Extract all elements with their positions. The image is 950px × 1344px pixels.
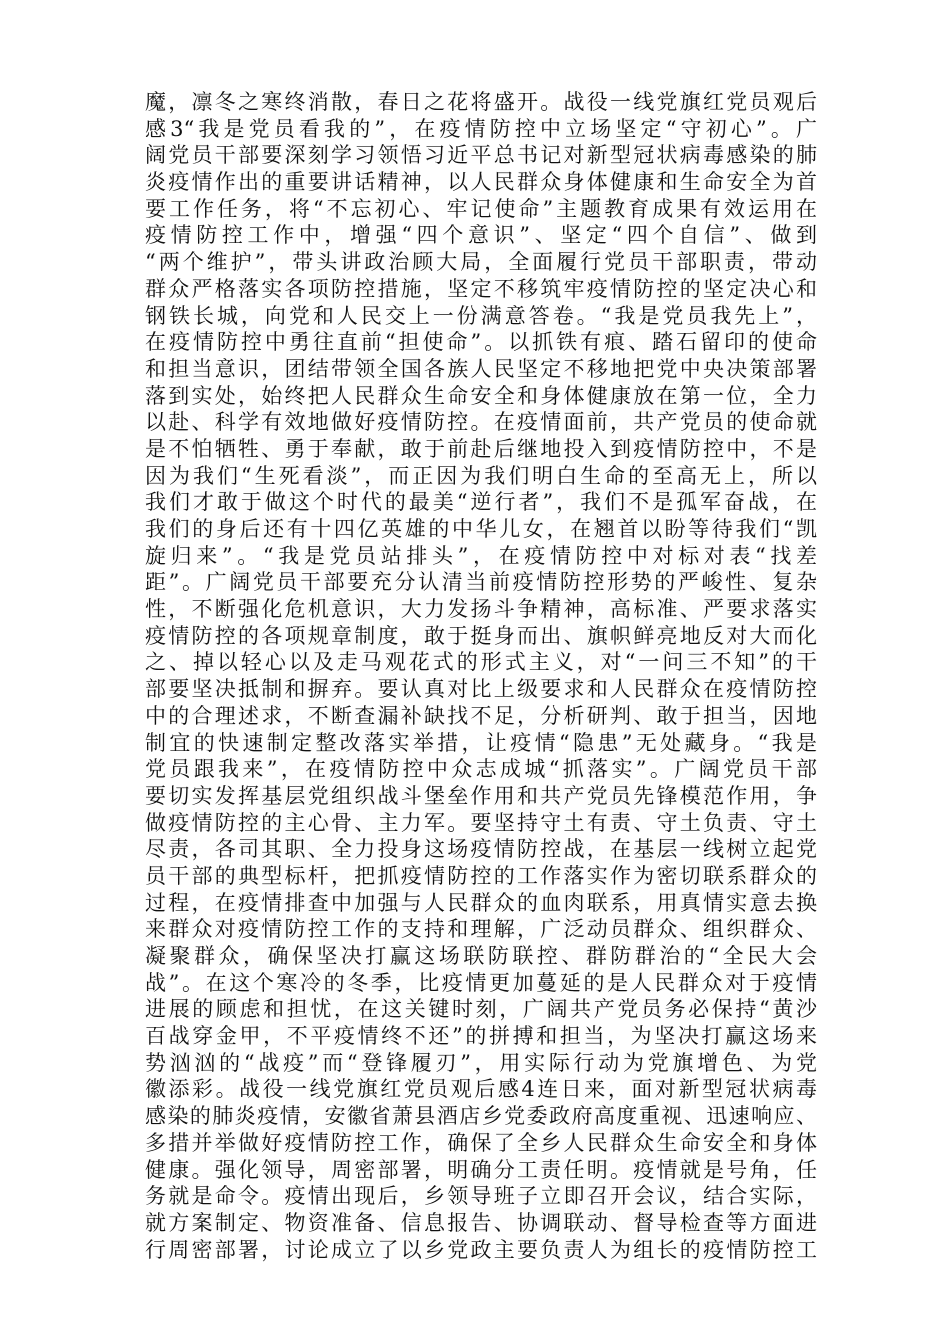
- text-line: 感染的肺炎疫情，安徽省萧县酒店乡党委政府高度重视、迅速响应、: [145, 1104, 817, 1129]
- text-line: 炎疫情作出的重要讲话精神，以人民群众身体健康和生命安全为首: [145, 170, 817, 195]
- text-line: 阔党员干部要深刻学习领悟习近平总书记对新型冠状病毒感染的肺: [145, 143, 817, 168]
- text-line: 尽责，各司其职、全力投身这场疫情防控战，在基层一线树立起党: [145, 837, 817, 862]
- text-line: 感3“我是党员看我的”，在疫情防控中立场坚定“守初心”。广: [145, 116, 817, 141]
- text-line: 势汹汹的“战疫”而“登锋履刃”，用实际行动为党旗增色、为党: [145, 1050, 817, 1075]
- text-line: 行周密部署，讨论成立了以乡党政主要负责人为组长的疫情防控工: [145, 1237, 817, 1262]
- text-line: 中的合理述求，不断查漏补缺找不足，分析研判、敢于担当，因地: [145, 703, 817, 728]
- text-line: 因为我们“生死看淡”，而正因为我们明白生命的至高无上，所以: [145, 463, 817, 488]
- text-line: 性，不断强化危机意识，大力发扬斗争精神，高标准、严要求落实: [145, 597, 817, 622]
- text-line: 旋归来”。“我是党员站排头”，在疫情防控中对标对表“找差: [145, 543, 817, 568]
- text-line: 我们才敢于做这个时代的最美“逆行者”，我们不是孤军奋战，在: [145, 490, 817, 515]
- text-line: 疫情防控工作中，增强“四个意识”、坚定“四个自信”、做到: [145, 223, 817, 248]
- text-line: 落到实处，始终把人民群众生命安全和身体健康放在第一位，全力: [145, 383, 817, 408]
- text-line: 要工作任务，将“不忘初心、牢记使命”主题教育成果有效运用在: [145, 196, 817, 221]
- text-line: 部要坚决抵制和摒弃。要认真对比上级要求和人民群众在疫情防控: [145, 677, 817, 702]
- text-line: 是不怕牺牲、勇于奉献，敢于前赴后继地投入到疫情防控中，不是: [145, 436, 817, 461]
- text-line: 战”。在这个寒冷的冬季，比疫情更加蔓延的是人民群众对于疫情: [145, 970, 817, 995]
- text-line: 务就是命令。疫情出现后，乡领导班子立即召开会议，结合实际，: [145, 1184, 817, 1209]
- text-line: 钢铁长城，向党和人民交上一份满意答卷。“我是党员我先上”，: [145, 303, 817, 328]
- text-line: 来群众对疫情防控工作的支持和理解，广泛动员群众、组织群众、: [145, 917, 817, 942]
- text-line: 百战穿金甲，不平疫情终不还”的拼搏和担当，为坚决打赢这场来: [145, 1024, 817, 1049]
- text-line: 徽添彩。战役一线党旗红党员观后感4连日来，面对新型冠状病毒: [145, 1077, 817, 1102]
- text-line: “两个维护”，带头讲政治顾大局，全面履行党员干部职责，带动: [145, 250, 817, 275]
- text-line: 健康。强化领导，周密部署，明确分工责任明。疫情就是号角，任: [145, 1157, 817, 1182]
- text-line: 党员跟我来”，在疫情防控中众志成城“抓落实”。广阔党员干部: [145, 757, 817, 782]
- text-line: 魔，凛冬之寒终消散，春日之花将盛开。战役一线党旗红党员观后: [145, 90, 817, 114]
- text-line: 我们的身后还有十四亿英雄的中华儿女，在翘首以盼等待我们“凯: [145, 517, 817, 541]
- body-text: [145, 89, 817, 1263]
- text-line: 在疫情防控中勇往直前“担使命”。以抓铁有痕、踏石留印的使命: [145, 330, 817, 355]
- text-line: 制宜的快速制定整改落实举措，让疫情“隐患”无处藏身。“我是: [145, 730, 817, 755]
- text-line: 要切实发挥基层党组织战斗堡垒作用和共产党员先锋模范作用，争: [145, 783, 817, 808]
- text-line: 员干部的典型标杆，把抓疫情防控的工作落实作为密切联系群众的: [145, 863, 817, 888]
- text-line: 多措并举做好疫情防控工作，确保了全乡人民群众生命安全和身体: [145, 1130, 817, 1155]
- text-line: 群众严格落实各项防控措施，坚定不移筑牢疫情防控的坚定决心和: [145, 276, 817, 301]
- text-line: 之、掉以轻心以及走马观花式的形式主义，对“一问三不知”的干: [145, 650, 817, 675]
- text-line: 进展的顾虑和担忧，在这关键时刻，广阔共产党员务必保持“黄沙: [145, 997, 817, 1022]
- text-line: 以赴、科学有效地做好疫情防控。在疫情面前，共产党员的使命就: [145, 410, 817, 435]
- text-line: 疫情防控的各项规章制度，敢于挺身而出、旗帜鲜亮地反对大而化: [145, 623, 817, 648]
- text-line: 过程，在疫情排查中加强与人民群众的血肉联系，用真情实意去换: [145, 890, 817, 915]
- text-line: 和担当意识，团结带领全国各族人民坚定不移地把党中央决策部署: [145, 356, 817, 381]
- text-line: 凝聚群众，确保坚决打赢这场联防联控、群防群治的“全民大会: [145, 944, 817, 968]
- text-line: 距”。广阔党员干部要充分认清当前疫情防控形势的严峻性、复杂: [145, 570, 817, 595]
- text-line: 做疫情防控的主心骨、主力军。要坚持守土有责、守土负责、守土: [145, 810, 817, 835]
- text-line: 就方案制定、物资准备、信息报告、协调联动、督导检查等方面进: [145, 1210, 817, 1235]
